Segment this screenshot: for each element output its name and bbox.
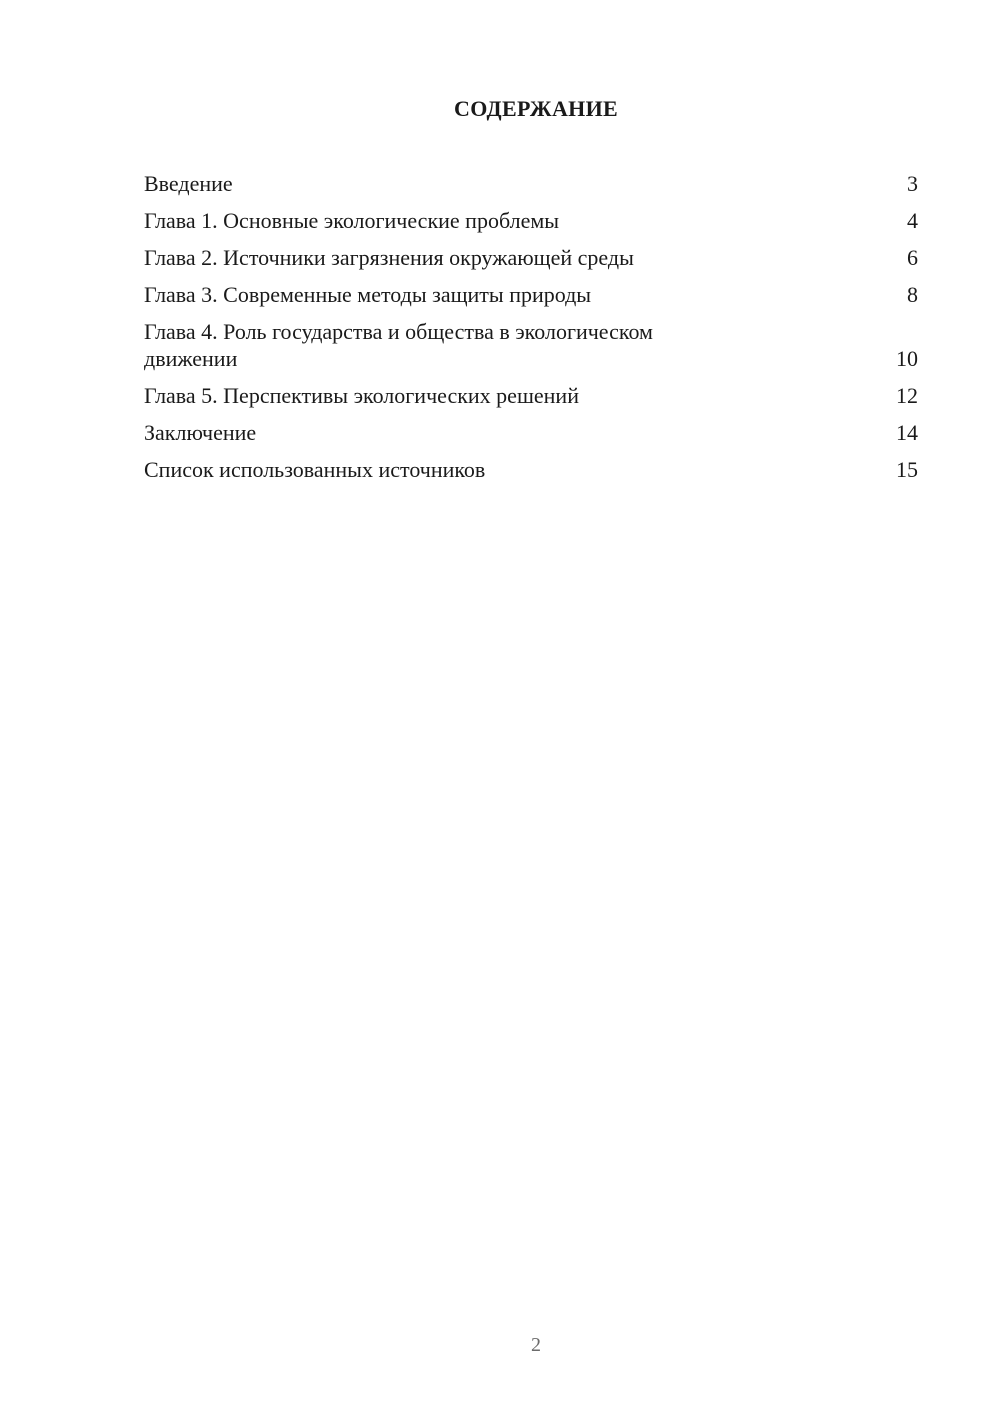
toc-entry-introduction bbox=[144, 170, 918, 197]
toc-entry-page: 10 bbox=[896, 346, 918, 371]
toc-entry-title: Введение bbox=[144, 171, 233, 196]
page-number: 2 bbox=[531, 1334, 541, 1356]
toc-entry-page: 8 bbox=[907, 282, 918, 307]
toc-entry-conclusion bbox=[144, 419, 918, 446]
toc-entry-references bbox=[144, 456, 918, 483]
toc-entry-title: Глава 4. Роль государства и общества в экологическом движении bbox=[144, 319, 653, 371]
toc-entry-title: Список использованных источников bbox=[144, 457, 486, 482]
toc-entry-chapter-3 bbox=[144, 281, 918, 308]
toc-entry-chapter-1 bbox=[144, 207, 918, 234]
toc-entry-page: 12 bbox=[896, 383, 918, 408]
toc-entry-chapter-2 bbox=[144, 244, 918, 271]
toc-entry-title: Глава 5. Перспективы экологических решений bbox=[144, 383, 579, 408]
toc-entry-title: Глава 2. Источники загрязнения окружающей среды bbox=[144, 245, 634, 270]
toc-entry-page: 15 bbox=[896, 457, 918, 482]
toc-entry-page: 4 bbox=[907, 208, 918, 233]
toc-entry-title: Глава 1. Основные экологические проблемы bbox=[144, 208, 560, 233]
toc-entry-page: 6 bbox=[907, 245, 918, 270]
toc-entry-page: 14 bbox=[896, 420, 918, 445]
toc-entry-chapter-5 bbox=[144, 382, 918, 409]
toc-entry-title: Заключение bbox=[144, 420, 257, 445]
toc-entry-title: Глава 3. Современные методы защиты природы bbox=[144, 282, 592, 307]
table-of-contents bbox=[144, 170, 918, 493]
page-title: СОДЕРЖАНИЕ bbox=[454, 96, 618, 121]
toc-entry-chapter-4 bbox=[144, 318, 918, 372]
toc-entry-page: 3 bbox=[907, 171, 918, 196]
